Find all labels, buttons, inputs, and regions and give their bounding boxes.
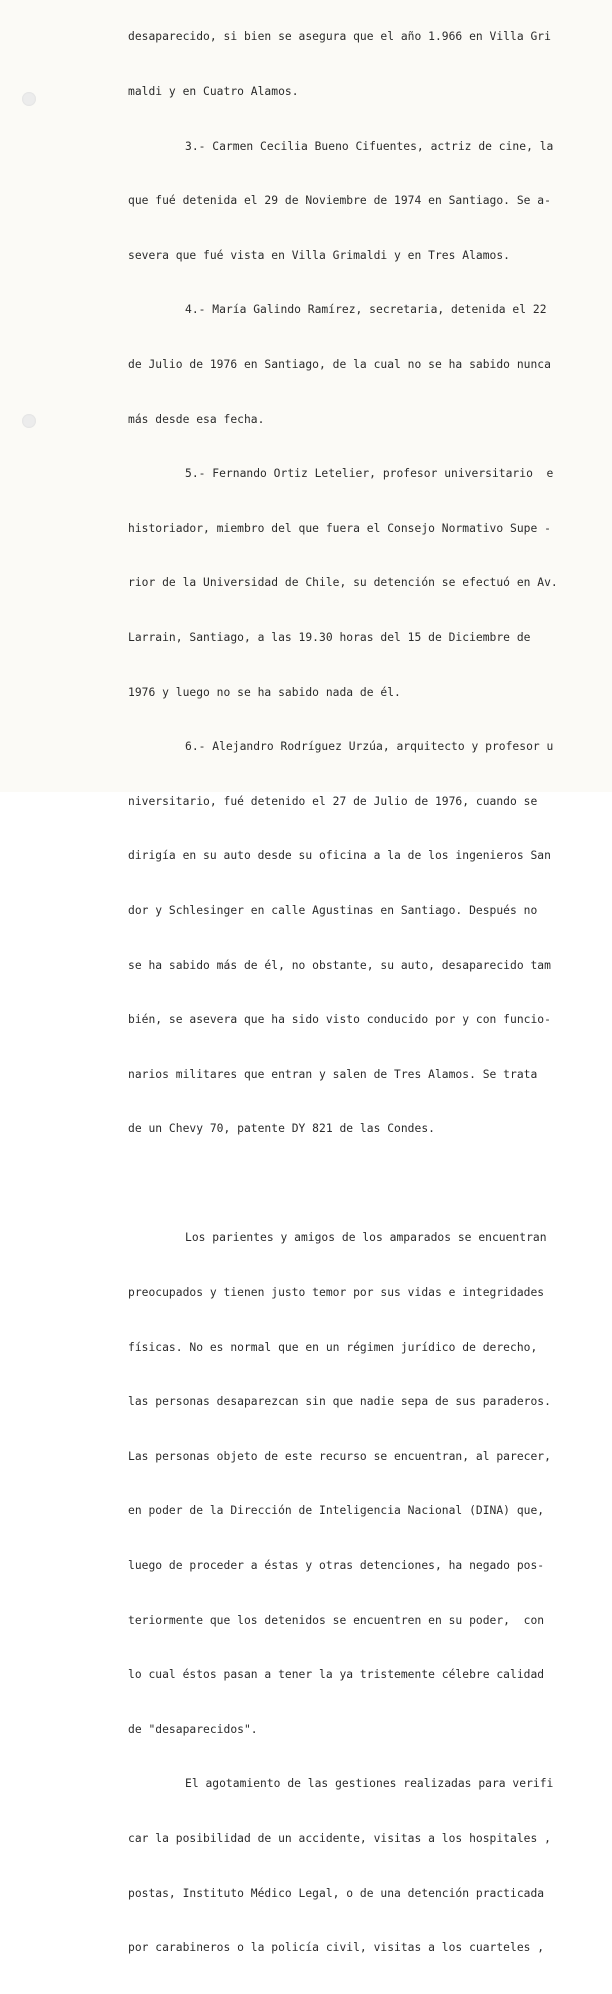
text-line: las personas desaparezcan sin que nadie sepa de sus paraderos. (128, 1395, 551, 1409)
text-line: 5.- Fernando Ortiz Letelier, profesor universitario e (185, 467, 554, 481)
text-line: de "desaparecidos". (128, 1722, 258, 1736)
text-line: desaparecido, si bien se asegura que el año 1.966 en Villa Gri (128, 30, 551, 44)
text-line: 4.- María Galindo Ramírez, secretaria, detenida el 22 (185, 303, 547, 317)
text-line: 3.- Carmen Cecilia Bueno Cifuentes, actriz de cine, la (185, 139, 554, 153)
text-line: niversitario, fué detenido el 27 de Julio de 1976, cuando se (128, 794, 538, 808)
text-line: narios militares que entran y salen de Tres Alamos. Se trata (128, 1067, 538, 1081)
text-line: 6.- Alejandro Rodríguez Urzúa, arquitecto y profesor u (185, 740, 554, 754)
text-line: historiador, miembro del que fuera el Consejo Normativo Supe - (128, 521, 551, 535)
text-line: severa que fué vista en Villa Grimaldi y en Tres Alamos. (128, 248, 510, 262)
text-line: luego de proceder a éstas y otras detenciones, ha negado pos- (128, 1559, 545, 1573)
text-line: de un Chevy 70, patente DY 821 de las Condes. (128, 1122, 435, 1136)
typed-text-block (128, 0, 590, 1994)
text-line: Los parientes y amigos de los amparados se encuentran (185, 1231, 547, 1245)
text-line: preocupados y tienen justo temor por sus vidas e integridades (128, 1286, 545, 1300)
punch-hole-middle (22, 414, 36, 428)
text-line: El agotamiento de las gestiones realizadas para verifi (185, 1777, 554, 1791)
punch-hole-top (22, 92, 36, 106)
text-line: físicas. No es normal que en un régimen jurídico de derecho, (128, 1340, 538, 1354)
text-line: postas, Instituto Médico Legal, o de una detención practicada (128, 1886, 545, 1900)
text-line: Las personas objeto de este recurso se encuentran, al parecer, (128, 1449, 551, 1463)
text-line: por carabineros o la policía civil, visitas a los cuarteles , (128, 1941, 545, 1955)
text-line: que fué detenida el 29 de Noviembre de 1974 en Santiago. Se a- (128, 194, 551, 208)
text-line: dor y Schlesinger en calle Agustinas en Santiago. Después no (128, 903, 538, 917)
text-line: teriormente que los detenidos se encuentren en su poder, con (128, 1613, 545, 1627)
text-line: Larrain, Santiago, a las 19.30 horas del 15 de Diciembre de (128, 630, 531, 644)
text-line: lo cual éstos pasan a tener la ya tristemente célebre calidad (128, 1668, 545, 1682)
blank-line (128, 1175, 590, 1193)
text-line: se ha sabido más de él, no obstante, su auto, desaparecido tam (128, 958, 551, 972)
text-line: 1976 y luego no se ha sabido nada de él. (128, 685, 401, 699)
text-line: bién, se asevera que ha sido visto conducido por y con funcio- (128, 1013, 551, 1027)
text-line: en poder de la Dirección de Inteligencia Nacional (DINA) que, (128, 1504, 545, 1518)
text-line: más desde esa fecha. (128, 412, 265, 426)
text-line: car la posibilidad de un accidente, visitas a los hospitales , (128, 1832, 551, 1845)
text-line: de Julio de 1976 en Santiago, de la cual no se ha sabido nunca (128, 357, 551, 371)
text-line: maldi y en Cuatro Alamos. (128, 85, 299, 98)
text-line: rior de la Universidad de Chile, su detención se efectuó en Av. (128, 576, 558, 590)
text-line: dirigía en su auto desde su oficina a la de los ingenieros San (128, 849, 551, 863)
